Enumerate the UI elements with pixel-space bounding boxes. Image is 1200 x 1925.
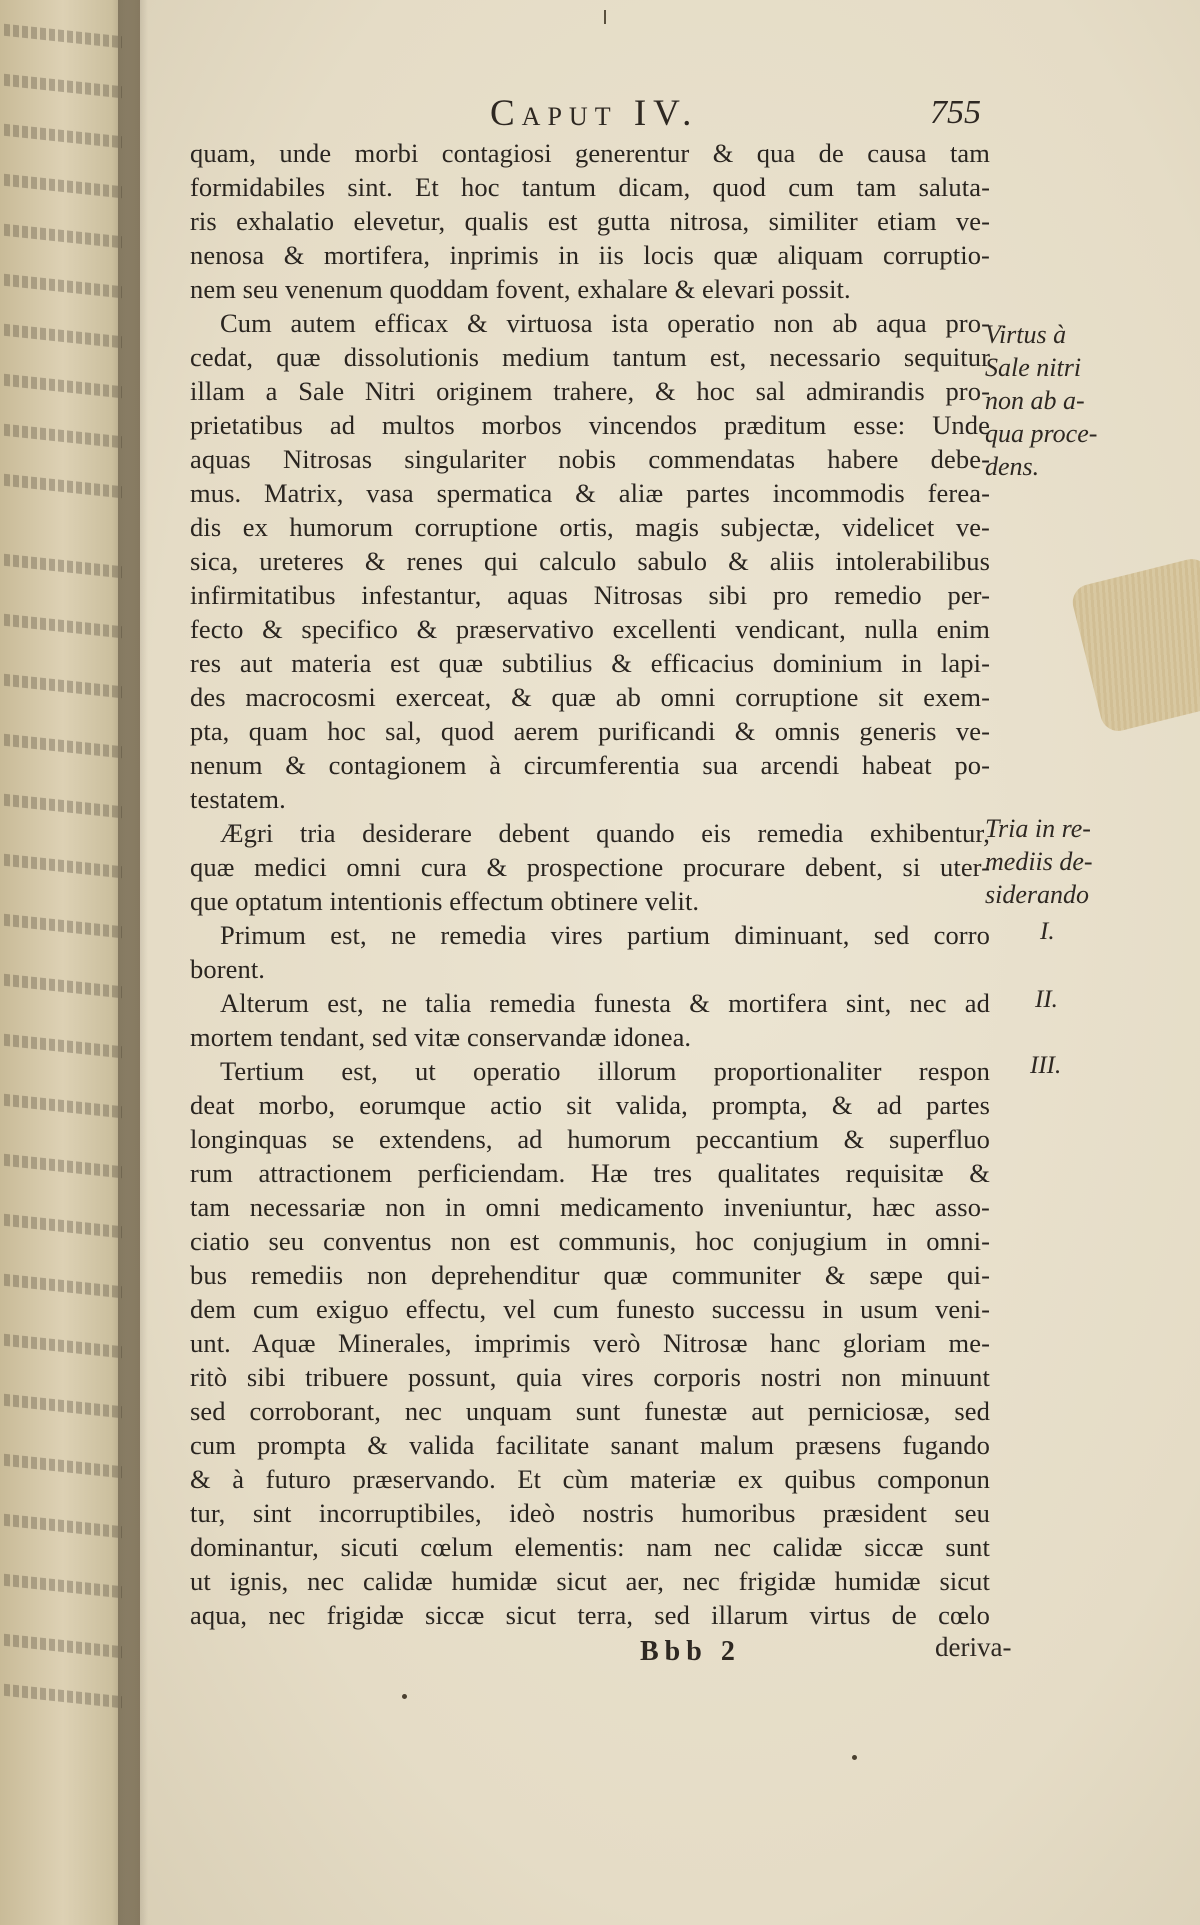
list-numeral: I. <box>1040 918 1055 945</box>
text-line: borent. <box>190 954 266 984</box>
text-line: Primum est, ne remedia vires partium diminuant, sed corro <box>220 920 990 950</box>
text-line: nenosa & mortifera, inprimis in iis locis quæ aliquam corruptio- <box>190 240 990 270</box>
text-line: quæ medici omni cura & prospectione procurare debent, si uter- <box>190 852 990 882</box>
text-line: rum attractionem perficiendam. Hæ tres qualitates requisitæ & <box>190 1158 990 1188</box>
margin-note: Sale nitri <box>985 353 1082 382</box>
paper-speck <box>402 1694 407 1699</box>
page-mark <box>604 10 606 24</box>
text-line: fecto & specifico & præservativo excellenti vendicant, nulla enim <box>190 614 990 644</box>
text-line: tam necessariæ non in omni medicamento inveniuntur, hæc asso- <box>190 1192 990 1222</box>
text-line: illam a Sale Nitri originem trahere, & hoc sal admirandis pro- <box>190 376 990 406</box>
list-numeral: II. <box>1035 986 1058 1013</box>
margin-note: siderando <box>985 880 1089 909</box>
margin-note: qua proce- <box>985 419 1098 448</box>
text-line: aqua, nec frigidæ siccæ sicut terra, sed illarum virtus de cœlo <box>190 1600 990 1630</box>
text-line: ut ignis, nec calidæ humidæ sicut aer, nec frigidæ humidæ sicut <box>190 1566 990 1596</box>
text-line: dem cum exiguo effectu, vel cum funesto successu in usum veni- <box>190 1294 990 1324</box>
page-number: 755 <box>930 94 981 131</box>
running-head: Caput IV. <box>490 93 699 134</box>
text-line: quam, unde morbi contagiosi generentur & qua de causa tam <box>190 138 990 168</box>
text-line: formidabiles sint. Et hoc tantum dicam, quod cum tam saluta- <box>190 172 990 202</box>
text-line: Ægri tria desiderare debent quando eis remedia exhibentur, <box>220 818 990 848</box>
text-line: res aut materia est quæ subtilius & efficacius dominium in lapi- <box>190 648 990 678</box>
text-line: prietatibus ad multos morbos vincendos præditum esse: Unde <box>190 410 990 440</box>
catchword: deriva- <box>935 1632 1012 1662</box>
text-line: des macrocosmi exerceat, & quæ ab omni corruptione sit exem- <box>190 682 990 712</box>
text-line: dis ex humorum corruptione ortis, magis subjectæ, videlicet ve- <box>190 512 990 542</box>
text-line: mortem tendant, sed vitæ conservandæ idonea. <box>190 1022 692 1052</box>
text-line: pta, quam hoc sal, quod aerem purificandi & omnis generis ve- <box>190 716 990 746</box>
text-line: que optatum intentionis effectum obtinere velit. <box>190 886 700 916</box>
text-line: testatem. <box>190 784 286 814</box>
text-line: Tertium est, ut operatio illorum proportionaliter respon <box>220 1056 990 1086</box>
margin-note: mediis de- <box>985 847 1093 876</box>
text-line: longinquas se extendens, ad humorum peccantium & superfluo <box>190 1124 990 1154</box>
text-line: Alterum est, ne talia remedia funesta & mortifera sint, nec ad <box>220 988 990 1018</box>
margin-note: Tria in re- <box>985 814 1091 843</box>
margin-note: Virtus à <box>985 320 1067 349</box>
margin-note: non ab a- <box>985 386 1085 415</box>
text-line: aquas Nitrosas singulariter nobis commendatas habere debe- <box>190 444 990 474</box>
text-line: ris exhalatio elevetur, qualis est gutta nitrosa, similiter etiam ve- <box>190 206 990 236</box>
text-line: ciatio seu conventus non est communis, hoc conjugium in omni- <box>190 1226 990 1256</box>
text-line: bus remediis non deprehenditur quæ communiter & sæpe qui- <box>190 1260 990 1290</box>
text-line: cedat, quæ dissolutionis medium tantum est, necessario sequitur <box>190 342 990 372</box>
text-line: nem seu venenum quoddam fovent, exhalare & elevari possit. <box>190 274 851 304</box>
text-line: unt. Aquæ Minerales, imprimis verò Nitrosæ hanc gloriam me- <box>190 1328 990 1358</box>
text-line: tur, sint incorruptibiles, ideò nostris humoribus præsident seu <box>190 1498 990 1528</box>
text-line: sed corroborant, nec unquam sunt funestæ aut perniciosæ, sed <box>190 1396 990 1426</box>
text-line: ritò sibi tribuere possunt, quia vires corporis nostri non minuunt <box>190 1362 990 1392</box>
text-line: & à futuro præservando. Et cùm materiæ ex quibus componun <box>190 1464 990 1494</box>
page-gutter <box>118 0 148 1925</box>
text-line: cum prompta & valida facilitate sanant malum præsens fugando <box>190 1430 990 1460</box>
text-line: sica, ureteres & renes qui calculo sabulo & aliis intolerabilibus <box>190 546 990 576</box>
text-line: Cum autem efficax & virtuosa ista operatio non ab aqua pro- <box>220 308 990 338</box>
margin-note: dens. <box>985 452 1040 481</box>
text-line: infirmitatibus infestantur, aquas Nitrosas sibi pro remedio per- <box>190 580 990 610</box>
signature-mark: Bbb 2 <box>640 1636 741 1667</box>
paper-speck <box>852 1755 857 1760</box>
text-line: nenum & contagionem à circumferentia sua arcendi habeat po- <box>190 750 990 780</box>
text-line: dominantur, sicuti cœlum elementis: nam nec calidæ siccæ sunt <box>190 1532 990 1562</box>
text-line: mus. Matrix, vasa spermatica & aliæ partes incommodis ferea- <box>190 478 990 508</box>
list-numeral: III. <box>1030 1052 1062 1079</box>
text-line: deat morbo, eorumque actio sit valida, prompta, & ad partes <box>190 1090 990 1120</box>
